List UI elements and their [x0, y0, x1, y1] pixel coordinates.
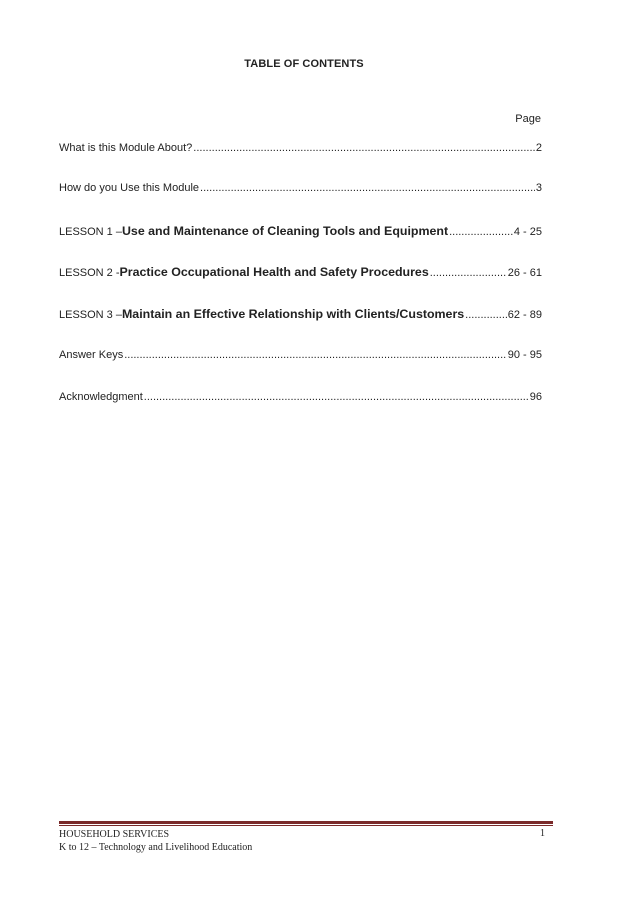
page-column-label: Page [515, 113, 541, 125]
toc-entry-title: Maintain an Effective Relationship with Clients/Customers [121, 307, 465, 321]
toc-dot-leader [193, 141, 535, 155]
toc-entry-title: Answer Keys [59, 349, 124, 361]
toc-entry-prefix: LESSON 1 – [59, 226, 122, 238]
toc-entry-how-to-use[interactable] [59, 181, 542, 195]
footer-rule-thin [59, 825, 553, 826]
toc-entry-title: Use and Maintenance of Cleaning Tools and Equipment [121, 224, 449, 238]
toc-entry-answer-keys[interactable] [59, 348, 542, 362]
toc-entry-lesson-1[interactable] [59, 224, 542, 239]
footer-page-number: 1 [540, 828, 545, 839]
toc-title: TABLE OF CONTENTS [244, 58, 364, 70]
footer-course: K to 12 – Technology and Livelihood Education [59, 842, 253, 853]
toc-entry-page: 62 - 89 [507, 309, 542, 321]
toc-entry-page: 3 [535, 182, 542, 194]
toc-entry-title: What is this Module About? [59, 142, 193, 154]
toc-entry-page: 96 [529, 391, 542, 403]
toc-entry-lesson-2[interactable] [59, 265, 542, 280]
footer-rule [59, 821, 553, 824]
toc-dot-leader [144, 390, 529, 404]
footer-subject: HOUSEHOLD SERVICES [59, 829, 170, 840]
toc-entry-lesson-3[interactable] [59, 307, 542, 322]
footer-text [59, 828, 252, 854]
toc-entry-page: 2 [535, 142, 542, 154]
toc-entry-page: 90 - 95 [507, 349, 542, 361]
toc-entry-prefix: LESSON 3 – [59, 309, 122, 321]
toc-entry-title: Practice Occupational Health and Safety Procedures [119, 265, 429, 279]
toc-dot-leader [200, 181, 535, 195]
toc-dot-leader [124, 348, 507, 362]
toc-entry-module-about[interactable] [59, 141, 542, 155]
toc-entry-page: 26 - 61 [507, 267, 542, 279]
toc-dot-leader [449, 225, 513, 239]
toc-dot-leader [465, 308, 507, 322]
toc-entry-prefix: LESSON 2 - [59, 267, 120, 279]
toc-entry-title: Acknowledgment [59, 391, 143, 403]
toc-dot-leader [430, 266, 507, 280]
toc-entry-acknowledgment[interactable] [59, 390, 542, 404]
toc-entry-page: 4 - 25 [513, 226, 542, 238]
toc-entry-title: How do you Use this Module [59, 182, 200, 194]
